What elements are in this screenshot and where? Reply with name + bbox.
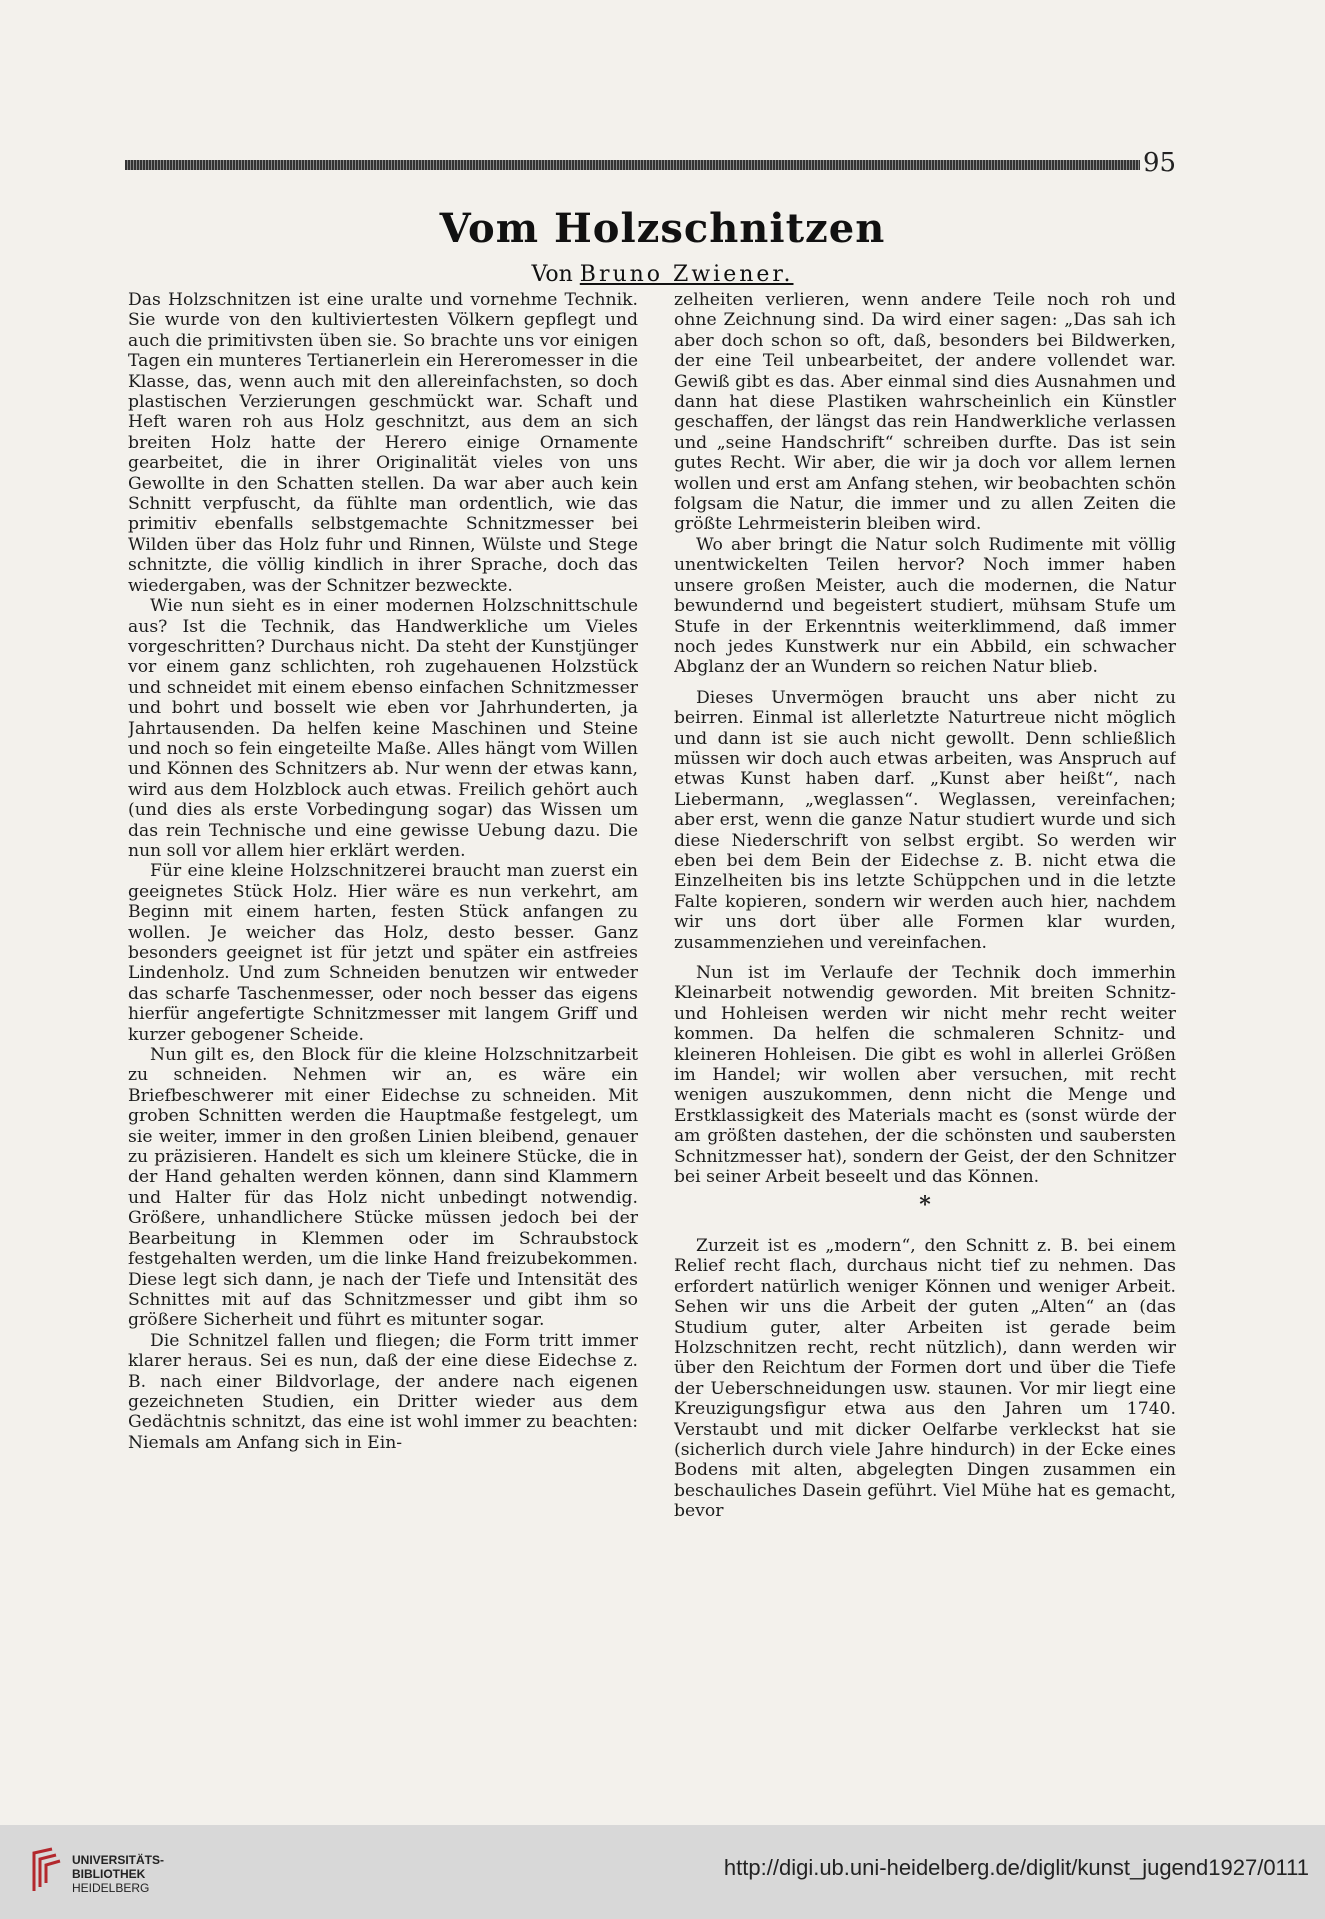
paragraph: Wo aber bringt die Natur solch Rudimente mit völlig unentwickelten Teilen hervor? Noch immer haben unsere großen Meister, auch die modernen, die Natur bewundernd und begeistert studiert, mühsam Stufe um Stufe in der Erkenntnis weiterklimmend, daß immer noch jedes Kunstwerk nur ein Abbild, ein schwacher Abglanz der an Wundern so reichen Natur blieb. — [674, 534, 1176, 678]
article-title: Vom Holzschnitzen — [439, 205, 886, 252]
page-number: 95 — [1143, 148, 1177, 178]
source-url-link[interactable]: http://digi.ub.uni-heidelberg.de/diglit/kunst_jugend1927/0111 — [723, 1855, 1309, 1880]
paragraph: Wie nun sieht es in einer modernen Holzschnittschule aus? Ist die Technik, das Handwerkliche um Vieles vorgeschritten? Durchaus nicht. Da steht der Kunstjünger vor einem ganz schlichten, roh zugehauenen Holzstück und schneidet mit einem ebenso einfachen Schnitzmesser und bohrt und bosselt wie eben vor Jahrhunderten, ja Jahrtausenden. Da helfen keine Maschinen und Steine und noch so fein eingeteilte Maße. Alles hängt vom Willen und Können des Schnitzers ab. Nur wenn der etwas kann, wird aus dem Holzblock auch etwas. Freilich gehört auch (und dies als erste Vorbedingung sogar) das Wissen um das rein Technische und eine gewisse Uebung dazu. Die nun soll vor allem hier erklärt werden. — [128, 596, 638, 861]
paragraph: zelheiten verlieren, wenn andere Teile noch roh und ohne Zeichnung sind. Da wird einer sagen: „Das sah ich aber doch schon so oft, daß, besonders bei Bildwerken, der eine Teil unbearbeitet, der andere vollendet war. Gewiß gibt es das. Aber einmal sind dies Ausnahmen und dann hat diese Plastiken wahrscheinlich ein Künstler geschaffen, der längst das rein Handwerkliche verlassen und „seine Handschrift“ schreiben durfte. Das ist sein gutes Recht. Wir aber, die wir ja doch vor allem lernen wollen und erst am Anfang stehen, wir beobachten schön folgsam die Natur, die immer und zu allen Zeiten die größte Lehrmeisterin bleiben wird. — [674, 290, 1176, 535]
footer-bar — [0, 1825, 1325, 1919]
paragraph: Zurzeit ist es „modern“, den Schnitt z. B. bei einem Relief recht flach, durchaus nicht tief zu nehmen. Das erfordert natürlich weniger Können und weniger Arbeit. Sehen wir uns die Arbeit der guten „Alten“ an (das Studium guter, alter Arbeiten ist gerade beim Holzschnitzen recht, recht nützlich), dann werden wir über den Reichtum der Formen dort und über die Tiefe der Ueberschneidungen usw. staunen. Vor mir liegt eine Kreuzigungsfigur etwa aus den Jahren um 1740. Verstaubt und mit dicker Oelfarbe verkleckst hat sie (sicherlich durch viele Jahre hindurch) in der Ecke eines Bodens mit alten, abgelegten Dingen zusammen ein beschauliches Dasein geführt. Viel Mühe hat es gemacht, bevor — [674, 1235, 1176, 1522]
right-column — [674, 290, 1176, 1690]
section-separator: * — [919, 1192, 931, 1219]
paragraph: Nun gilt es, den Block für die kleine Holzschnitzarbeit zu schneiden. Nehmen wir an, es wäre ein Briefbeschwerer mit einer Eidechse zu schneiden. Mit groben Schnitten werden die Hauptmaße festgelegt, um sie weiter, immer in den großen Linien bleibend, genauer zu präzisieren. Handelt es sich um kleinere Stücke, die in der Hand gehalten werden können, dann sind Klammern und Halter für das Holz nicht unbedingt notwendig. Größere, unhandlichere Stücke müssen jedoch bei der Bearbeitung in Klemmen oder im Schraubstock festgehalten werden, um die linke Hand freizubekommen. Diese legt sich dann, je nach der Tiefe und Intensität des Schnittes mit auf das Schnitzmesser und gibt ihm so größere Sicherheit und führt es mitunter sogar. — [128, 1045, 638, 1331]
byline — [0, 262, 1325, 287]
paragraph: Nun ist im Verlaufe der Technik doch immerhin Kleinarbeit notwendig geworden. Mit breiten Schnitz- und Hohleisen werden wir nicht mehr recht weiter kommen. Da helfen die schmaleren Schnitz- und kleineren Hohleisen. Die gibt es wohl in allerlei Größen im Handel; wir wollen aber versuchen, mit recht wenigen auszukommen, denn nicht die Menge und Erstklassigkeit des Materials macht es (sonst würde der am größten dastehen, der die schönsten und saubersten Schnitzmesser hat), sondern der Geist, der den Schnitzer bei seiner Arbeit beseelt und das Können. — [674, 963, 1176, 1188]
library-name — [72, 1853, 164, 1895]
paragraph: Die Schnitzel fallen und fliegen; die Form tritt immer klarer heraus. Sei es nun, daß der eine diese Eidechse z. B. nach einer Bildvorlage, der andere nach eigenen gezeichneten Studien, ein Dritter wieder aus dem Gedächtnis schnitzt, das eine ist wohl immer zu beachten: Niemals am Anfang sich in Ein- — [128, 1330, 638, 1453]
paragraph: Für eine kleine Holzschnitzerei braucht man zuerst ein geeignetes Stück Holz. Hier wäre es nun verkehrt, am Beginn mit einem harten, festen Stück anfangen zu wollen. Je weicher das Holz, desto besser. Ganz besonders geeignet ist für jetzt und später ein astfreies Lindenholz. Und zum Schneiden benutzen wir entweder das scharfe Taschenmesser, oder noch besser das eigens hierfür angefertigte Schnitzmesser mit langem Griff und kurzer gebogener Scheide. — [128, 861, 638, 1045]
byline-prefix: Von — [531, 262, 573, 287]
library-name-line: BIBLIOTHEK — [72, 1867, 146, 1881]
paragraph: Das Holzschnitzen ist eine uralte und vornehme Technik. Sie wurde von den kultiviertesten Völkern gepflegt und auch die primitivsten üben sie. So brachte uns vor einigen Tagen ein munteres Tertianerlein ein Hereromesser in die Klasse, das, wenn auch mit den allereinfachsten, so doch plastischen Verzierungen geschmückt war. Schaft und Heft waren roh aus Holz geschnitzt, aus dem an sich breiten Holz hatte der Herero einige Ornamente gearbeitet, die in ihrer Originalität vieles von uns Gewollte in den Schatten stellen. Da war aber auch kein Schnitt verpfuscht, da fühlte man ordentlich, wie das primitiv ebenfalls selbstgemachte Schnitzmesser bei Wilden über das Holz fuhr und Rinnen, Wülste und Stege schnitzte, die völlig kindlich in ihrer Sprache, doch das wiedergaben, was der Schnitzer bezweckte. — [128, 290, 638, 596]
header-rule — [125, 160, 1140, 170]
left-column — [128, 290, 638, 1690]
library-logo-icon — [30, 1847, 64, 1895]
library-name-line: HEIDELBERG — [72, 1881, 150, 1895]
paragraph: Dieses Unvermögen braucht uns aber nicht zu beirren. Einmal ist allerletzte Naturtreue nicht möglich und dann ist sie auch nicht gewollt. Denn schließlich müssen wir doch auch etwas arbeiten, was Anspruch auf etwas Kunst haben darf. „Kunst aber heißt“, nach Liebermann, „weglassen“. Weglassen, vereinfachen; aber erst, wenn die ganze Natur studiert wurde und sich diese Niederschrift von selbst ergibt. So werden wir eben bei dem Bein der Eidechse z. B. nicht etwa die Einzelheiten bis ins letzte Schüppchen und in die letzte Falte kopieren, sondern wir werden auch hier, nachdem wir uns dort über alle Formen klar wurden, zusammenziehen und vereinfachen. — [674, 687, 1176, 953]
library-name-line: UNIVERSITÄTS- — [72, 1853, 165, 1867]
author-name: Bruno Zwiener. — [579, 262, 794, 287]
